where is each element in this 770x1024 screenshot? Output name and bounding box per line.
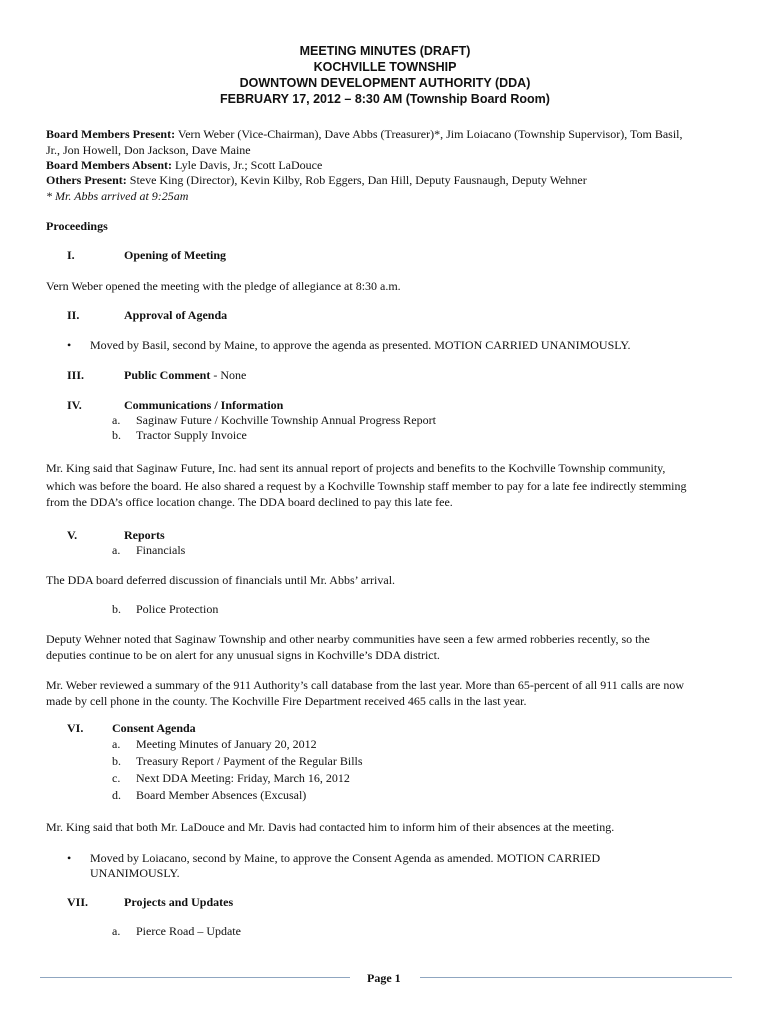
section-6-item-letter: d. [112, 788, 121, 802]
section-7-title: Projects and Updates [124, 895, 234, 909]
members-present-continued: Jr., Jon Howell, Don Jackson, Dave Maine [46, 143, 251, 157]
section-2-title: Approval of Agenda [124, 308, 228, 322]
section-4-title: Communications / Information [124, 398, 284, 412]
section-6-number: VI. [67, 721, 84, 735]
others-present [46, 173, 587, 188]
section-4-item-text: Tractor Supply Invoice [136, 428, 247, 442]
paragraph-line: deputies continue to be on alert for any unusual signs in Kochville’s DDA district. [46, 648, 440, 662]
paragraph-line: from the DDA’s office location change. The DDA board declined to pay this late fee. [46, 495, 453, 509]
section-3-number: III. [67, 368, 85, 382]
section-6-motion: Moved by Loiacano, second by Maine, to approve the Consent Agenda as amended. MOTION CARRIED [90, 851, 601, 865]
section-7-item-letter: a. [112, 924, 121, 938]
police-paragraph [46, 631, 736, 663]
section-7-item-text: Pierce Road – Update [136, 924, 241, 938]
header-date: FEBRUARY 17, 2012 – 8:30 AM (Township Board Room) [220, 92, 550, 106]
paragraph-line: made by cell phone in the county. The Kochville Fire Department received 465 calls in the last year. [46, 694, 527, 708]
members-absent-text: Lyle Davis, Jr.; Scott LaDouce [172, 158, 323, 172]
section-1-number: I. [67, 248, 75, 262]
section-6-motion-continued: UNANIMOUSLY. [90, 866, 180, 880]
header-authority: DOWNTOWN DEVELOPMENT AUTHORITY (DDA) [239, 76, 531, 90]
bullet-icon: • [67, 851, 72, 865]
bullet-icon: • [67, 338, 72, 352]
section-6-item-letter: a. [112, 737, 121, 751]
section-4-item-letter: b. [112, 428, 121, 442]
section-2-motion: Moved by Basil, second by Maine, to approve the agenda as presented. MOTION CARRIED UNANIMOUSLY. [90, 338, 631, 352]
paragraph-line: which was before the board. He also shared a request by a Kochville Township staff member to pay for a late fee indirectly stemming [46, 479, 687, 493]
section-4-item-letter: a. [112, 413, 121, 427]
section-4-number: IV. [67, 398, 82, 412]
section-3-title: Public Comment [124, 368, 211, 382]
section-5-item-letter: a. [112, 543, 121, 557]
members-present-label: Board Members Present: [46, 127, 176, 141]
financials-text: The DDA board deferred discussion of financials until Mr. Abbs’ arrival. [46, 573, 396, 587]
document-header [0, 43, 770, 107]
section-7-number: VII. [67, 895, 89, 909]
members-absent-label: Board Members Absent: [46, 158, 172, 172]
others-present-text: Steve King (Director), Kevin Kilby, Rob Eggers, Dan Hill, Deputy Fausnaugh, Deputy Wehner [126, 173, 587, 187]
section-5-item-text: Financials [136, 543, 186, 557]
section-3-suffix: - None [210, 368, 247, 382]
section-6-item-text: Treasury Report / Payment of the Regular Bills [136, 754, 363, 768]
paragraph-line: Mr. Weber reviewed a summary of the 911 Authority’s call database from the last year. More than 65-percent of all 911 calls are now [46, 678, 685, 692]
section-6-item-text: Next DDA Meeting: Friday, March 16, 2012 [136, 771, 350, 785]
section-5-item-letter: b. [112, 602, 121, 616]
section-4-item-text: Saginaw Future / Kochville Township Annual Progress Report [136, 413, 436, 427]
section-4-paragraph [46, 460, 736, 510]
paragraph-line: Mr. King said that Saginaw Future, Inc. had sent its annual report of projects and benefits to the Kochville Township community, [46, 461, 666, 475]
section-1-text: Vern Weber opened the meeting with the pledge of allegiance at 8:30 a.m. [46, 279, 401, 293]
members-absent [46, 158, 322, 173]
page-number: Page 1 [367, 971, 401, 985]
members-present-text: Vern Weber (Vice-Chairman), Dave Abbs (Treasurer)*, Jim Loiacano (Township Supervisor), Tom Basil, [175, 127, 683, 141]
section-5-item-text: Police Protection [136, 602, 219, 616]
header-title: MEETING MINUTES (DRAFT) [299, 44, 471, 58]
section-6-item-letter: c. [112, 771, 121, 785]
header-organization: KOCHVILLE TOWNSHIP [313, 60, 457, 74]
paragraph-line: Deputy Wehner noted that Saginaw Township and other nearby communities have seen a few armed robberies recently, so the [46, 632, 650, 646]
section-5-number: V. [67, 528, 78, 542]
section-6-item-text: Meeting Minutes of January 20, 2012 [136, 737, 317, 751]
absences-text: Mr. King said that both Mr. LaDouce and Mr. Davis had contacted him to inform him of their absences at the meeting. [46, 820, 615, 834]
footer-rule-left [40, 977, 350, 978]
others-present-label: Others Present: [46, 173, 127, 187]
section-1-title: Opening of Meeting [124, 248, 226, 262]
footer-rule-right [420, 977, 732, 978]
section-6-title: Consent Agenda [112, 721, 196, 735]
section-3-title-line [124, 368, 246, 383]
section-6-item-text: Board Member Absences (Excusal) [136, 788, 307, 802]
members-present [46, 127, 683, 142]
proceedings-heading: Proceedings [46, 219, 108, 233]
section-6-item-letter: b. [112, 754, 121, 768]
call-summary-paragraph [46, 677, 736, 709]
arrival-note: * Mr. Abbs arrived at 9:25am [46, 189, 189, 203]
section-5-title: Reports [124, 528, 165, 542]
section-2-number: II. [67, 308, 80, 322]
